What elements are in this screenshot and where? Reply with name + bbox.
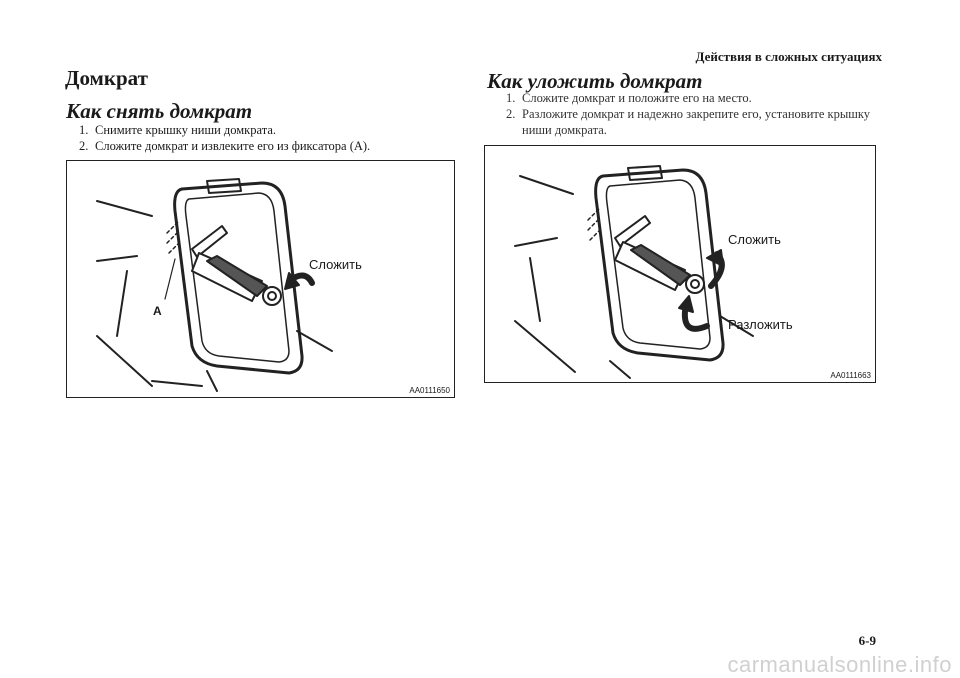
step-item [506, 106, 886, 138]
step-text: Разложите домкрат и надежно закрепите его, установите крышку ниши домкрата. [522, 107, 871, 137]
step-text: Сложите домкрат и положите его на место. [522, 91, 752, 105]
jack-stow-illustration [485, 146, 875, 382]
step-number: 1. [79, 123, 89, 137]
running-head: Действия в сложных ситуациях [695, 49, 882, 64]
figure-remove-jack [66, 160, 455, 398]
jack-niche-illustration [67, 161, 454, 397]
watermark: carmanualsonline.info [727, 652, 952, 677]
section-title: Домкрат [65, 66, 148, 90]
fold-label: Сложить [309, 257, 362, 272]
steps-remove [79, 122, 459, 154]
unfold-label: Разложить [728, 317, 793, 332]
figure-stow-jack [484, 145, 876, 383]
retainer-a-label: A [153, 304, 162, 318]
figure-code: AA0111663 [830, 371, 871, 380]
step-text: Снимите крышку ниши домкрата. [95, 123, 277, 137]
step-item [79, 122, 459, 138]
steps-stow [506, 90, 886, 138]
step-number: 2. [79, 139, 89, 153]
subtitle-stow-jack: Как уложить домкрат [487, 69, 703, 93]
step-item [79, 138, 459, 154]
fold-label: Сложить [728, 232, 781, 247]
step-item [506, 90, 886, 106]
step-text: Сложите домкрат и извлеките его из фиксатора (А). [95, 139, 371, 153]
figure-code: AA0111650 [409, 386, 450, 395]
step-number: 2. [506, 107, 516, 121]
step-number: 1. [506, 91, 516, 105]
subtitle-remove-jack: Как снять домкрат [66, 99, 253, 123]
page-number: 6-9 [858, 633, 876, 648]
